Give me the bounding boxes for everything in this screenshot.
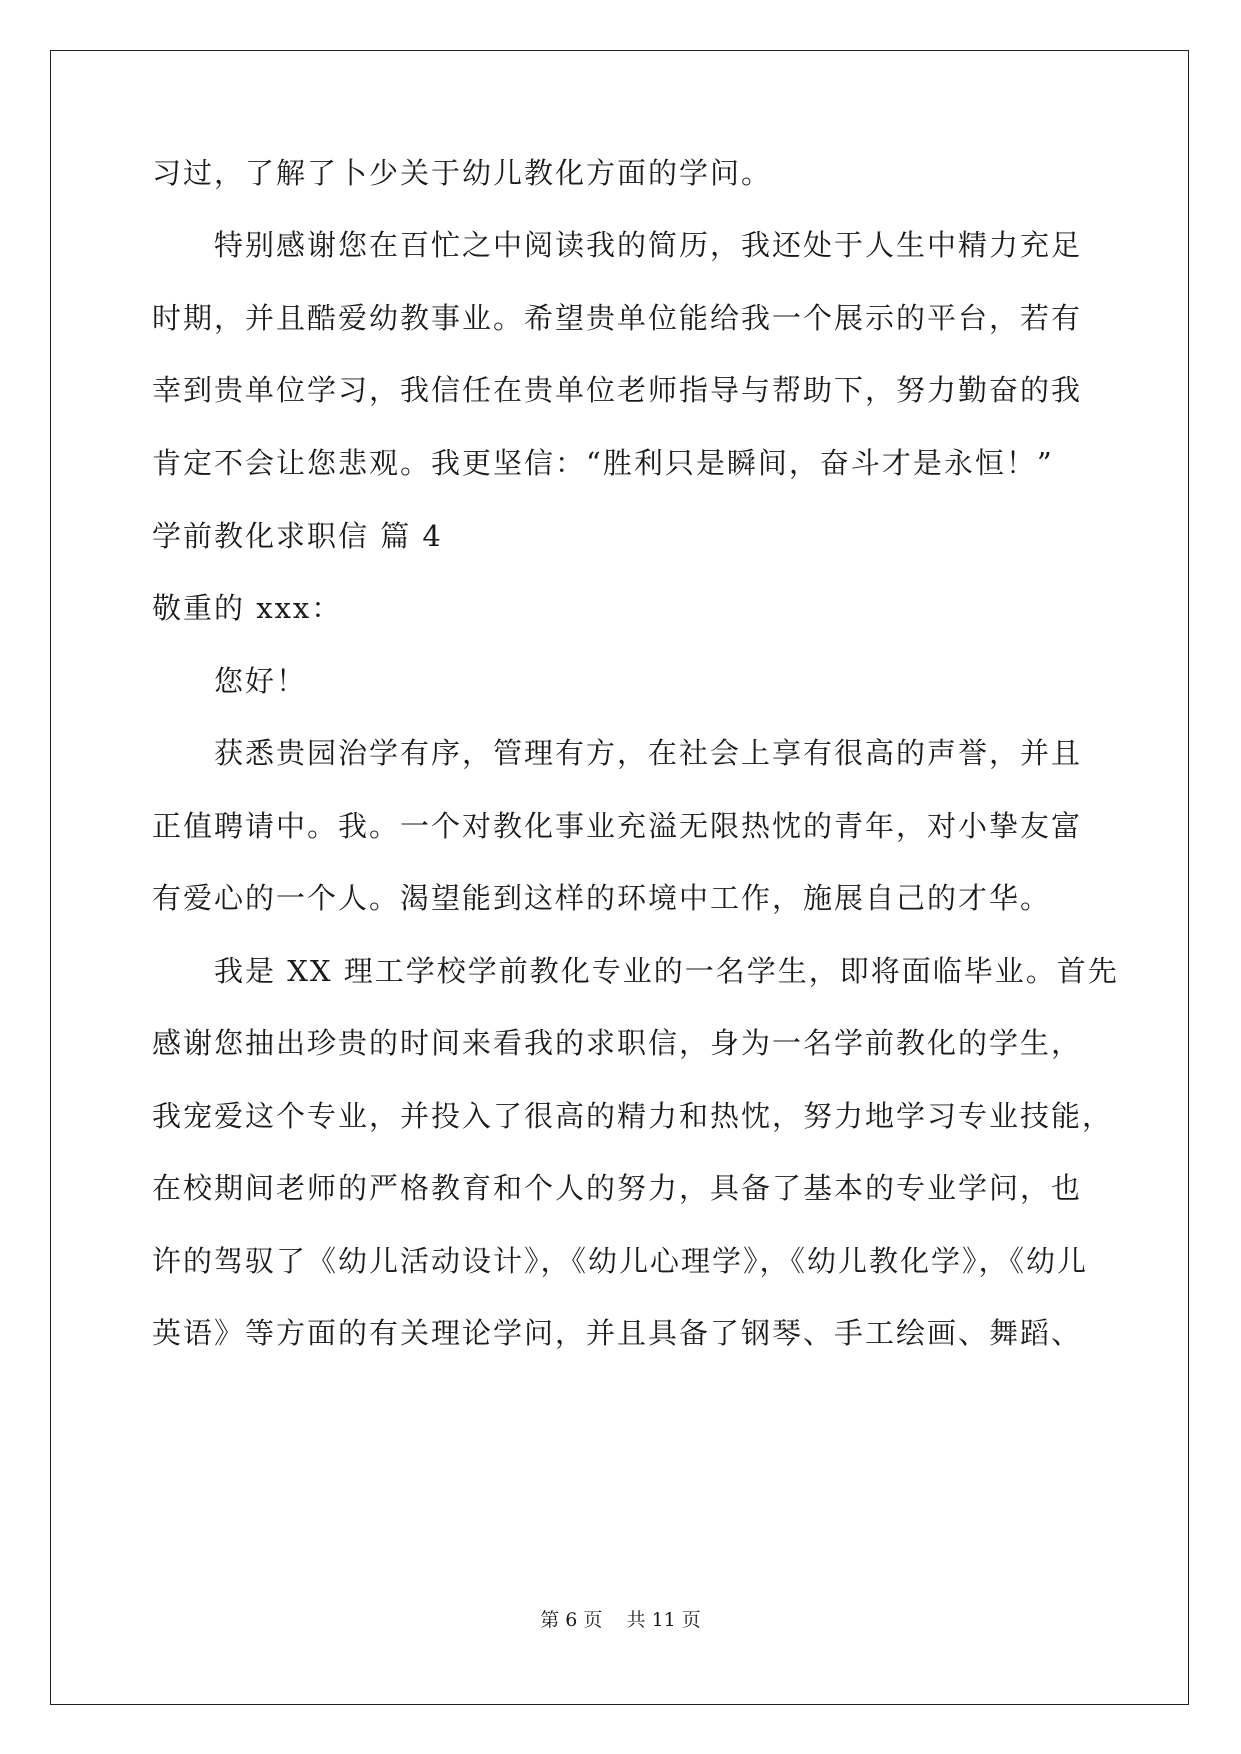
section-heading: 学前教化求职信 篇 4: [152, 519, 443, 553]
paragraph-line: 在校期间老师的严格教育和个人的努力，具备了基本的专业学问，也: [152, 1171, 1083, 1205]
paragraph-line: 感谢您抽出珍贵的时间来看我的求职信，身为一名学前教化的学生，: [152, 1026, 1083, 1060]
paragraph-line: 时期，并且酷爱幼教事业。希望贵单位能给我一个展示的平台，若有: [152, 301, 1083, 335]
salutation: 敬重的 xxx：: [152, 591, 343, 625]
paragraph-line: 获悉贵园治学有序，管理有方，在社会上享有很高的声誉，并且: [214, 736, 1083, 770]
greeting: 您好！: [214, 664, 308, 698]
paragraph-line: 许的驾驭了《幼儿活动设计》，《幼儿心理学》，《幼儿教化学》，《幼儿: [152, 1244, 1089, 1278]
paragraph-line: 我宠爱这个专业，并投入了很高的精力和热忱，努力地学习专业技能，: [152, 1099, 1114, 1133]
paragraph-line: 我是 XX 理工学校学前教化专业的一名学生，即将面临毕业。首先: [214, 954, 1119, 988]
paragraph-line: 特别感谢您在百忙之中阅读我的简历，我还处于人生中精力充足: [214, 228, 1083, 262]
paragraph-line: 正值聘请中。我。一个对教化事业充溢无限热忱的青年，对小挚友富: [152, 809, 1083, 843]
paragraph-line: 肯定不会让您悲观。我更坚信：“胜利只是瞬间，奋斗才是永恒！”: [152, 446, 1054, 480]
paragraph-line: 习过，了解了卜少关于幼儿教化方面的学问。: [152, 156, 773, 190]
paragraph-line: 有爱心的一个人。渴望能到这样的环境中工作，施展自己的才华。: [152, 881, 1052, 915]
paragraph-line: 英语》等方面的有关理论学问，并且具备了钢琴、手工绘画、舞蹈、: [152, 1316, 1083, 1350]
page-number-footer: 第 6 页 共 11 页: [540, 1609, 701, 1631]
paragraph-line: 幸到贵单位学习，我信任在贵单位老师指导与帮助下，努力勤奋的我: [152, 373, 1083, 407]
